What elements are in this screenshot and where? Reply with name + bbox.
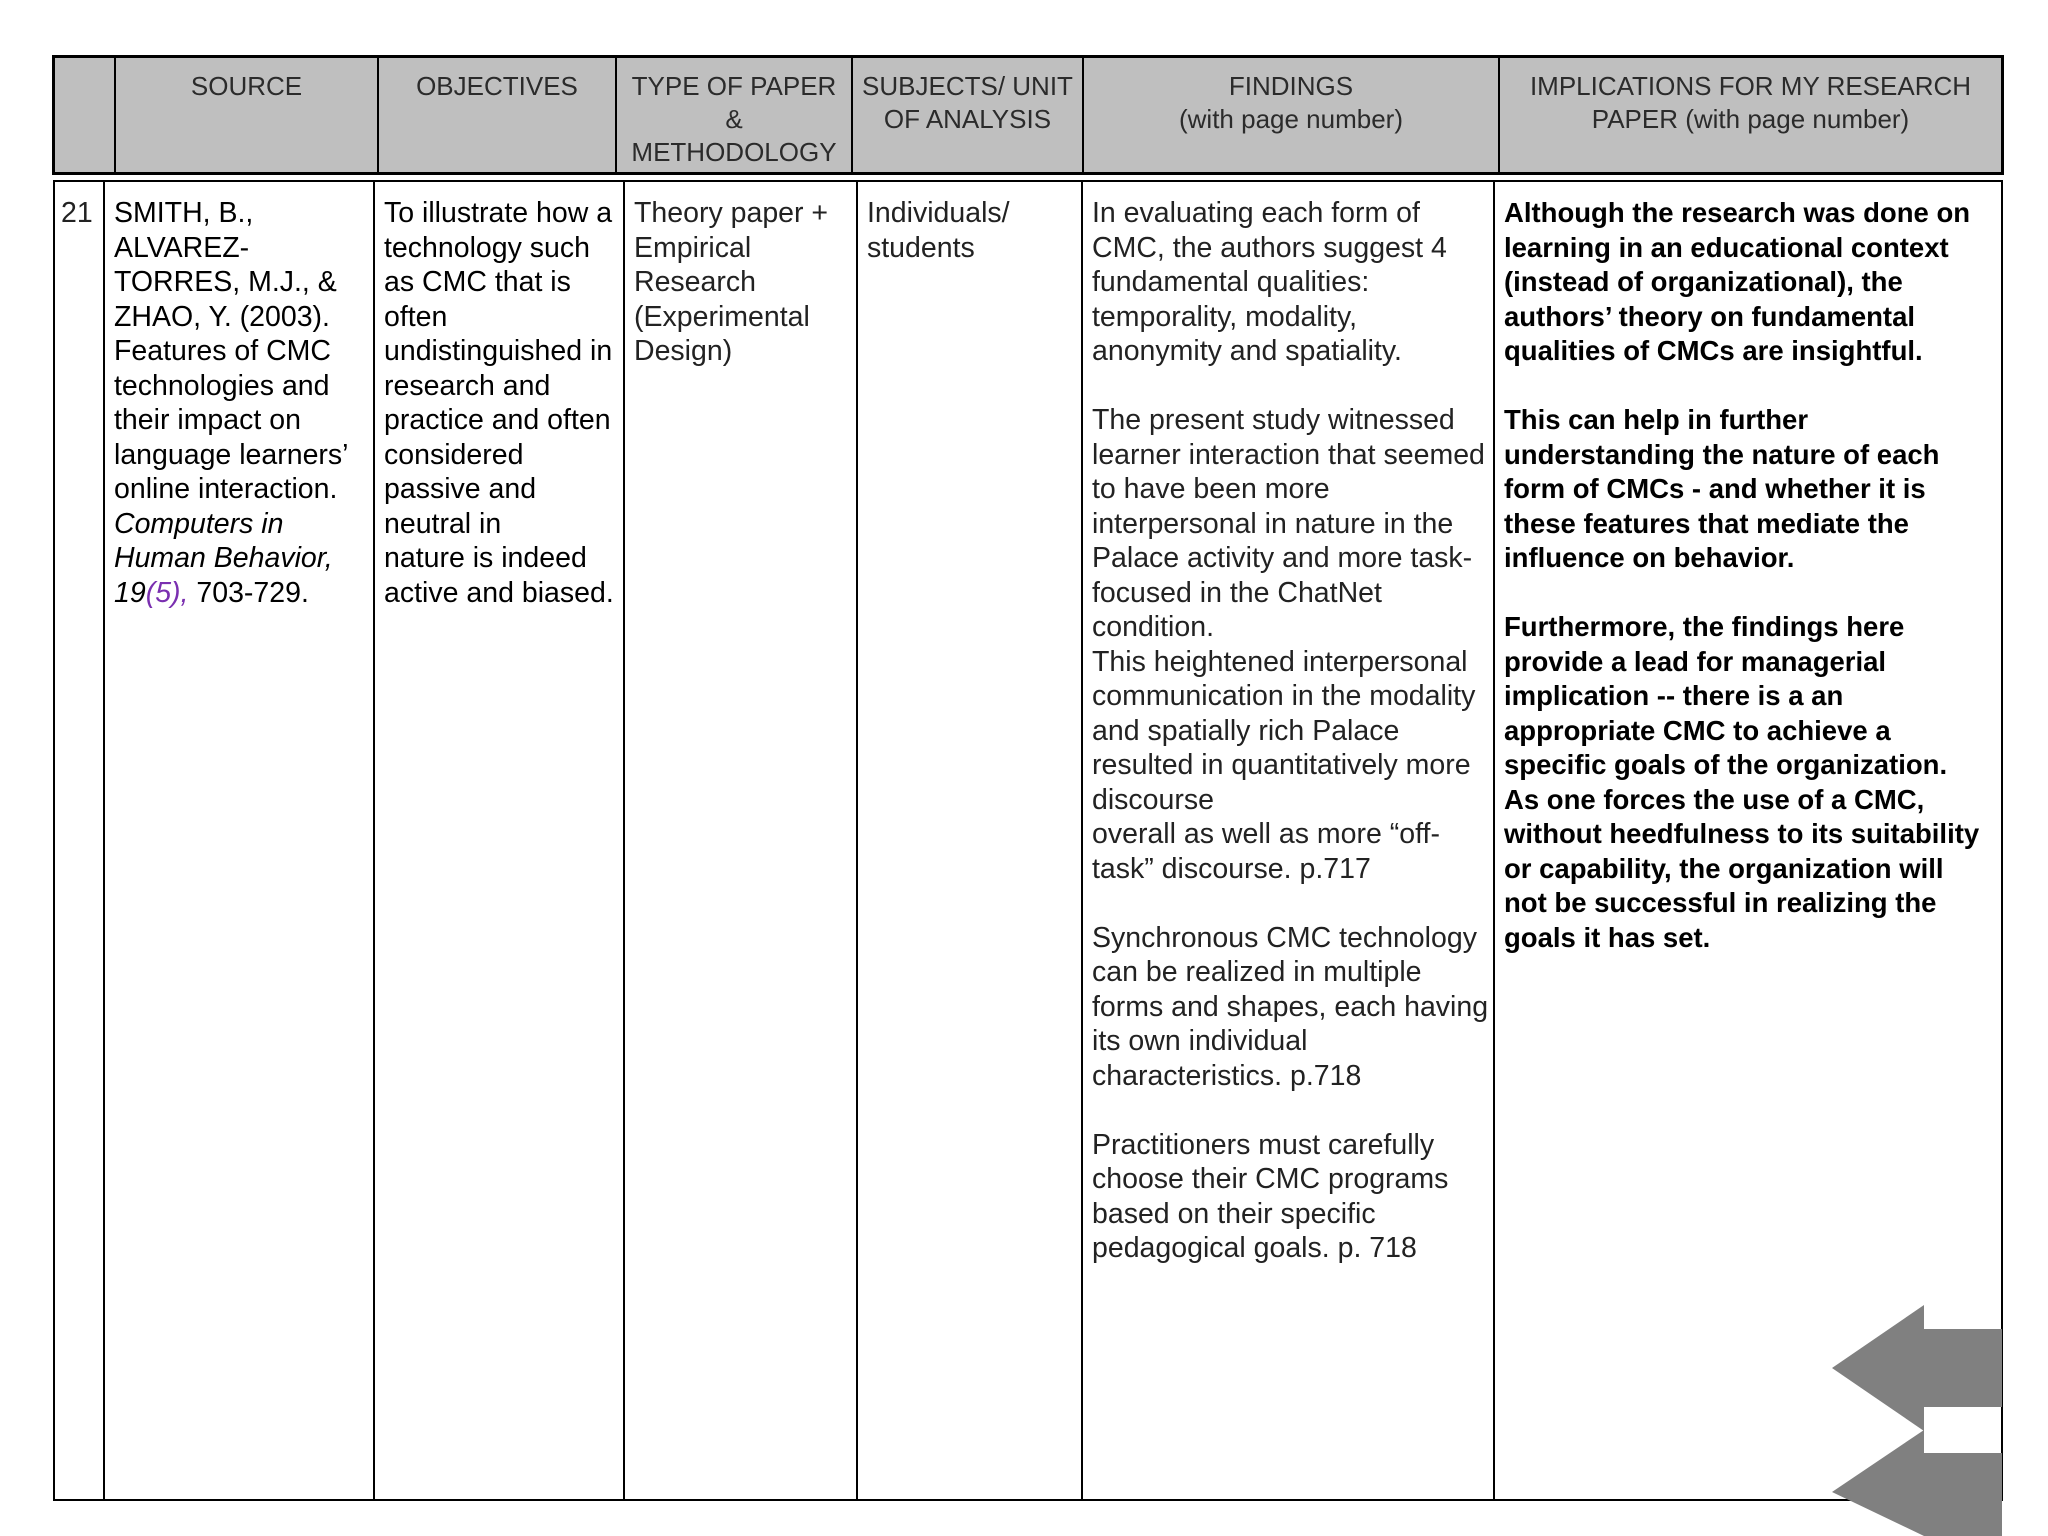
type-line: Design) <box>634 335 733 367</box>
findings-line: overall as well as more “off- <box>1092 818 1440 850</box>
findings-line: and spatially rich Palace <box>1092 714 1400 747</box>
source-line: online interaction. <box>114 473 338 505</box>
journal-issue: (5), <box>145 576 189 609</box>
findings-line: This heightened interpersonal <box>1092 645 1468 678</box>
findings-line: focused in the ChatNet <box>1092 576 1382 609</box>
paragraph-gap <box>1092 886 1493 921</box>
header-line: FINDINGS <box>1228 71 1354 101</box>
objectives-line: active and biased. <box>384 576 614 609</box>
objectives-line: To illustrate how a <box>384 197 613 229</box>
objectives-cell <box>373 182 623 1499</box>
header-subjects <box>851 58 1082 172</box>
header-line: SUBJECTS/ UNIT <box>862 71 1073 101</box>
implications-line: This can help in further <box>1504 404 1809 435</box>
findings-line: Practitioners must carefully <box>1092 1128 1435 1161</box>
source-line: TORRES, M.J., & <box>114 266 337 298</box>
paragraph-gap <box>1092 1093 1493 1128</box>
findings-line: interpersonal in nature in the <box>1092 507 1454 540</box>
type-methodology-cell <box>623 182 856 1499</box>
implications-line: qualities of CMCs are insightful. <box>1504 335 1923 366</box>
source-line: ZHAO, Y. (2003). <box>114 300 330 333</box>
type-line: Empirical <box>634 231 752 264</box>
back-icon[interactable] <box>1832 1430 2002 1536</box>
source-line: language learners’ <box>114 438 349 471</box>
journal-pages: 703-729. <box>188 576 309 609</box>
header-objectives: OBJECTIVES <box>377 58 615 172</box>
implications-line: authors’ theory on fundamental <box>1504 300 1916 332</box>
header-source: SOURCE <box>114 58 377 172</box>
objectives-line: technology such <box>384 231 590 264</box>
findings-line: condition. <box>1092 611 1215 643</box>
type-line: (Experimental <box>634 300 810 333</box>
implications-line: Furthermore, the findings here <box>1504 611 1905 642</box>
type-line: Theory paper + <box>634 197 829 229</box>
objectives-line: considered <box>384 438 524 471</box>
subjects-line: Individuals/ <box>867 197 1010 229</box>
type-line: Research <box>634 266 756 298</box>
findings-line: to have been more <box>1092 473 1330 505</box>
implications-line: or capability, the organization will <box>1504 852 1944 884</box>
source-line: technologies and <box>114 369 330 402</box>
table-row <box>53 180 2003 1501</box>
implications-line: (instead of organizational), the <box>1504 266 1903 297</box>
source-cell <box>103 182 373 1499</box>
objectives-line: often <box>384 300 448 333</box>
table-header <box>52 55 2004 175</box>
objectives-line: passive and <box>384 473 537 505</box>
implications-cell <box>1493 182 2001 1499</box>
header-line: IMPLICATIONS FOR MY RESEARCH <box>1529 71 1972 101</box>
findings-line: resulted in quantitatively more <box>1092 749 1471 781</box>
source-line: ALVAREZ- <box>114 231 250 264</box>
volume-pages-line <box>114 576 373 611</box>
header-line: METHODOLOGY <box>631 137 837 167</box>
header-line: OF ANALYSIS <box>883 104 1052 134</box>
journal-name-line: Computers in <box>114 507 284 540</box>
objectives-line: research and <box>384 369 551 402</box>
implications-line: not be successful in realizing the <box>1504 887 1937 918</box>
header-implications <box>1498 58 2001 172</box>
paragraph-gap <box>1092 369 1493 404</box>
implications-line: form of CMCs - and whether it is <box>1504 473 1926 504</box>
findings-cell <box>1081 182 1493 1499</box>
implications-line: implication -- there is a an <box>1504 680 1844 711</box>
findings-line: task” discourse. p.717 <box>1092 852 1371 885</box>
findings-line: Synchronous CMC technology <box>1092 921 1477 954</box>
header-number <box>55 58 114 172</box>
implications-line: As one forces the use of a CMC, <box>1504 783 1925 815</box>
findings-line: temporality, modality, <box>1092 300 1358 333</box>
implications-line: these features that mediate the <box>1504 507 1909 539</box>
objectives-line: undistinguished in <box>384 335 613 367</box>
implications-line: influence on behavior. <box>1504 542 1795 573</box>
findings-line: Palace activity and more task- <box>1092 542 1473 574</box>
findings-line: communication in the modality <box>1092 680 1476 712</box>
implications-line: appropriate CMC to achieve a <box>1504 714 1891 746</box>
findings-line: anonymity and spatiality. <box>1092 335 1402 367</box>
row-number: 21 <box>61 197 93 229</box>
previous-page-icon[interactable] <box>1832 1305 2002 1431</box>
findings-line: characteristics. p.718 <box>1092 1059 1362 1092</box>
findings-line: learner interaction that seemed <box>1092 438 1485 471</box>
implications-line: without heedfulness to its suitability <box>1504 818 1980 849</box>
objectives-line: as CMC that is <box>384 266 571 298</box>
header-line: TYPE OF PAPER <box>631 71 837 101</box>
implications-line: goals it has set. <box>1504 921 1711 953</box>
findings-line: discourse <box>1092 783 1214 816</box>
objectives-line: neutral in <box>384 507 502 540</box>
paragraph-gap <box>1504 369 2001 404</box>
findings-line: choose their CMC programs <box>1092 1163 1449 1195</box>
journal-name-line: Human Behavior, <box>114 542 333 574</box>
objectives-line: nature is indeed <box>384 542 587 574</box>
findings-line: fundamental qualities: <box>1092 266 1370 298</box>
header-line: & <box>725 104 743 134</box>
implications-line: specific goals of the organization. <box>1504 749 1948 780</box>
implications-line: learning in an educational context <box>1504 231 1949 263</box>
subjects-line: students <box>867 231 975 264</box>
findings-line: can be realized in multiple <box>1092 956 1422 988</box>
source-line: their impact on <box>114 404 301 436</box>
source-line: SMITH, B., <box>114 197 254 229</box>
objectives-line: practice and often <box>384 404 611 436</box>
arrow-left-icon <box>1832 1430 2002 1536</box>
header-line: (with page number) <box>1179 104 1403 134</box>
arrow-left-icon <box>1832 1305 2002 1431</box>
findings-line: forms and shapes, each having <box>1092 990 1489 1023</box>
source-line: Features of CMC <box>114 335 331 367</box>
findings-line: based on their specific <box>1092 1197 1376 1230</box>
paragraph-gap <box>1504 576 2001 611</box>
implications-line: Although the research was done on <box>1504 197 1971 228</box>
journal-volume: 19 <box>114 576 146 609</box>
header-type-methodology <box>615 58 851 172</box>
implications-line: understanding the nature of each <box>1504 438 1940 470</box>
findings-line: pedagogical goals. p. 718 <box>1092 1232 1417 1264</box>
findings-line: The present study witnessed <box>1092 404 1455 436</box>
findings-line: In evaluating each form of <box>1092 197 1420 229</box>
findings-line: its own individual <box>1092 1025 1308 1057</box>
header-findings <box>1082 58 1498 172</box>
header-line: PAPER (with page number) <box>1591 104 1910 134</box>
subjects-cell <box>856 182 1081 1499</box>
findings-line: CMC, the authors suggest 4 <box>1092 231 1447 264</box>
implications-line: provide a lead for managerial <box>1504 645 1887 677</box>
